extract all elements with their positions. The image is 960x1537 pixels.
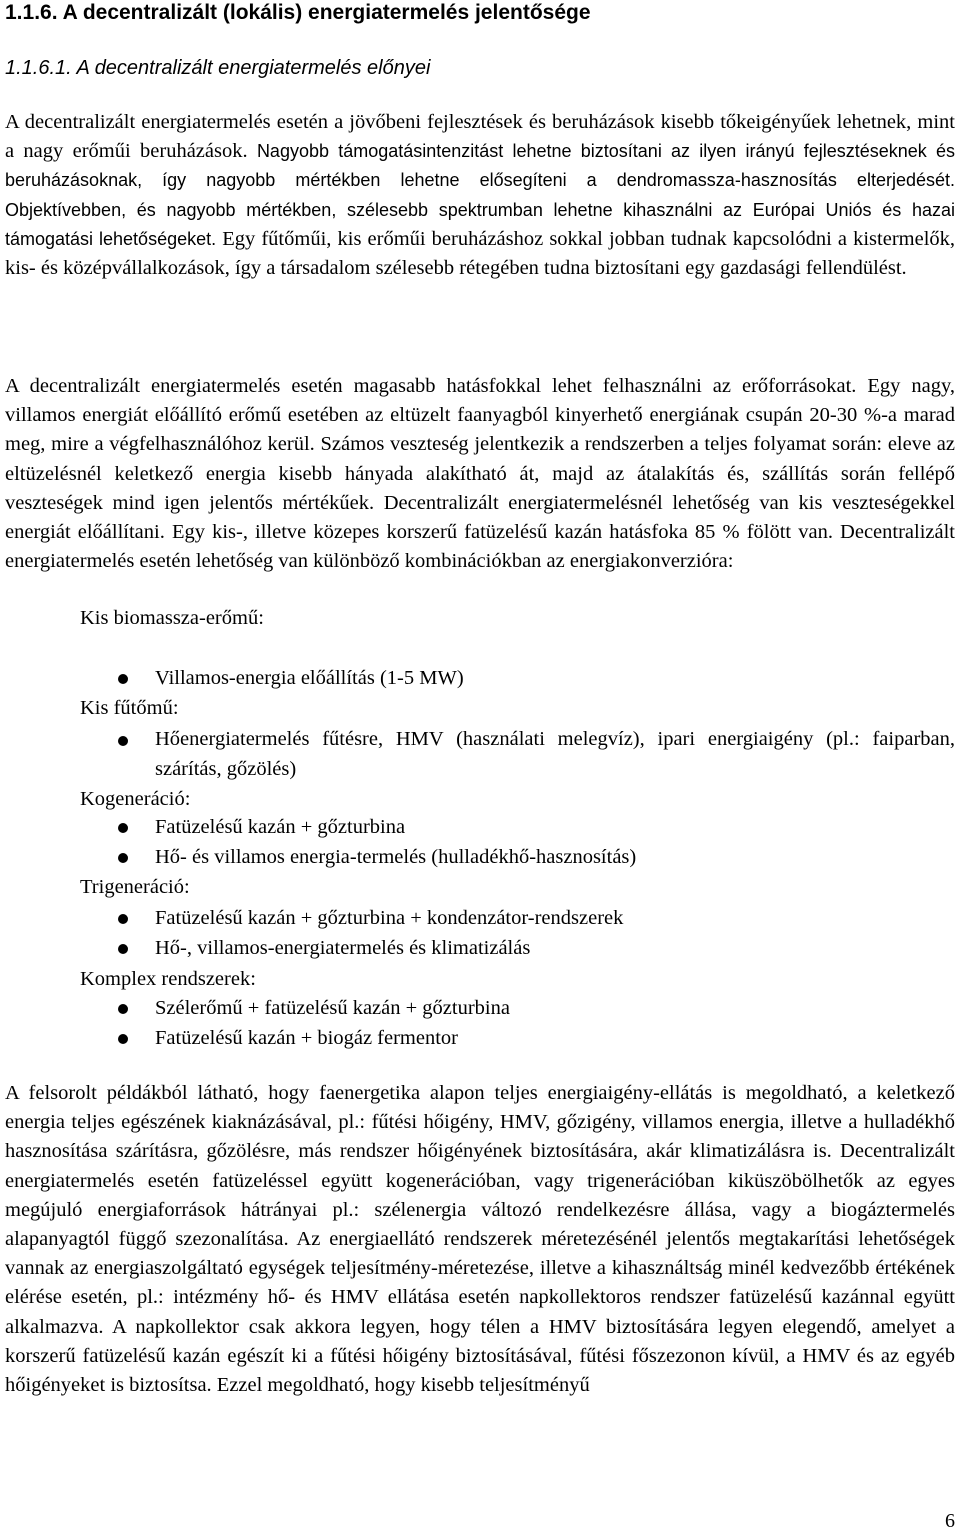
bullet-icon [118,853,128,863]
list-item: Fatüzelésű kazán + gőzturbina + kondenzátor-rendszerek [155,907,624,929]
bullet-icon [118,944,128,954]
subsection-heading: 1.1.6.1. A decentralizált energiatermelés előnyei [5,57,431,79]
list-item: Hő-, villamos-energiatermelés és klimatizálás [155,937,531,959]
bullet-icon [118,1004,128,1014]
list-item: Fatüzelésű kazán + biogáz fermentor [155,1027,458,1049]
list-item: Fatüzelésű kazán + gőzturbina [155,816,406,838]
bullet-icon [118,823,128,833]
bullet-icon [118,736,128,746]
paragraph-advantages [5,108,955,283]
paragraph-sentence-1: A decentralizált energiatermelés esetén a jövőbeni fejlesztések és beruházások kisebb tőkeigényűek lehetnek, mint a nagy erőműi beruházások. [5,111,955,163]
list-item: Hő- és villamos energia-termelés (hulladékhő-hasznosítás) [155,846,637,868]
paragraph-examples: A felsorolt példákból látható, hogy faenergetika alapon teljes energiaigény-ellátás is megoldható, a keletkező energia teljes egészének kiaknázásával, pl.: fűtési hőigény, HMV, gőzigény, villamos energia, illetve a hulladékhő hasznosítása szárításra, gőzölésre, más rendszer hőigényének biztosítására, akár klimatizálásra is. Decentralizált energiatermelés esetén fatüzeléssel együtt kogenerációban, vagy trigenerációban kiküszöbölhetők az egyes megújuló energiaforrások hátrányai pl.: szélenergia változó rendelkezésre állása, vagy a biogáztermelés alapanyagtól függő szezonalítása. Az energiaellátó rendszerek méretezésénél jelentős megtakarítási lehetőségek vannak az energiaszolgáltató egységek teljesítmény-méretezése, illetve a kihasználtság minél kedvezőbb értékének elérése esetén, pl.: intézmény hő- és HMV ellátása esetén napkollektoros rendszer fatüzelésű kazánnal együtt alkalmazva. A napkollektor csak akkora legyen, hogy télen a HMV biztosítására legyen elegendő, amelyet a korszerű fatüzelésű kazán egészít ki a fűtési hőigény biztosításával, fűtési főszezonon kívül, a HMV és az egyéb hőigényeket is biztosítsa. Ezzel megoldható, hogy kisebb teljesítményű [5,1082,955,1397]
group-title: Trigeneráció: [80,876,190,898]
page-number: 6 [945,1510,955,1532]
section-heading: 1.1.6. A decentralizált (lokális) energiatermelés jelentősége [5,1,591,24]
bullet-icon [118,914,128,924]
paragraph-sentence-2: Nagyobb támogatásintenzitást lehetne biztosítani az ilyen irányú fejlesztéseknek és beruházásoknak, így nagyobb mértékben lehetne elősegíteni a dendromassza-hasznosítás elterjedését. Objektívebben, és nagyobb mértékben, szélesebb spektrumban lehetne kihasználni az Európai Uniós és hazai támogatási lehetőségeket. [5,141,955,249]
list-item: Szélerőmű + fatüzelésű kazán + gőzturbina [155,997,510,1019]
group-title: Kis biomassza-erőmű: [80,607,264,629]
list-item: Villamos-energia előállítás (1-5 MW) [155,667,464,689]
bullet-icon [118,1034,128,1044]
list-item: Hőenergiatermelés fűtésre, HMV (használati melegvíz), ipari energiaigény (pl.: faiparban, szárítás, gőzölés) [155,728,955,780]
paragraph-sentence-3: Egy fűtőműi, kis erőműi beruházáshoz sokkal jobban tudnak kapcsolódni a kistermelők, kis- és középvállalkozások, így a társadalom szélesebb rétegében tudna biztosítani egy gazdasági fellendülést. [5,227,956,280]
paragraph-efficiency: A decentralizált energiatermelés esetén magasabb hatásfokkal lehet felhasználni az erőforrásokat. Egy nagy, villamos energiát előállító erőmű esetében az eltüzelt faanyagból kinyerhető energiának csupán 20-30 %-a marad meg, mire a végfelhasználóhoz kerül. Számos veszteség jelentkezik a rendszerben a teljes folyamat során: eleve az eltüzelésnél keletkező energia kisebb hányada alakítható át, majd az átalakítás és, szállítás során fellépő veszteségek mind igen jelentős mértékűek. Decentralizált energiatermelésnél lehetőség van kis veszteségekkel energiát előállítani. Egy kis-, illetve közepes korszerű fatüzelésű kazán hatásfoka 85 % fölött van. Decentralizált energiatermelés esetén lehetőség van különböző kombinációkban az energiakonverzióra: [5,375,955,573]
bullet-icon [118,674,128,684]
group-title: Kogeneráció: [80,788,191,810]
group-title: Komplex rendszerek: [80,968,256,990]
group-title: Kis fűtőmű: [80,697,179,719]
